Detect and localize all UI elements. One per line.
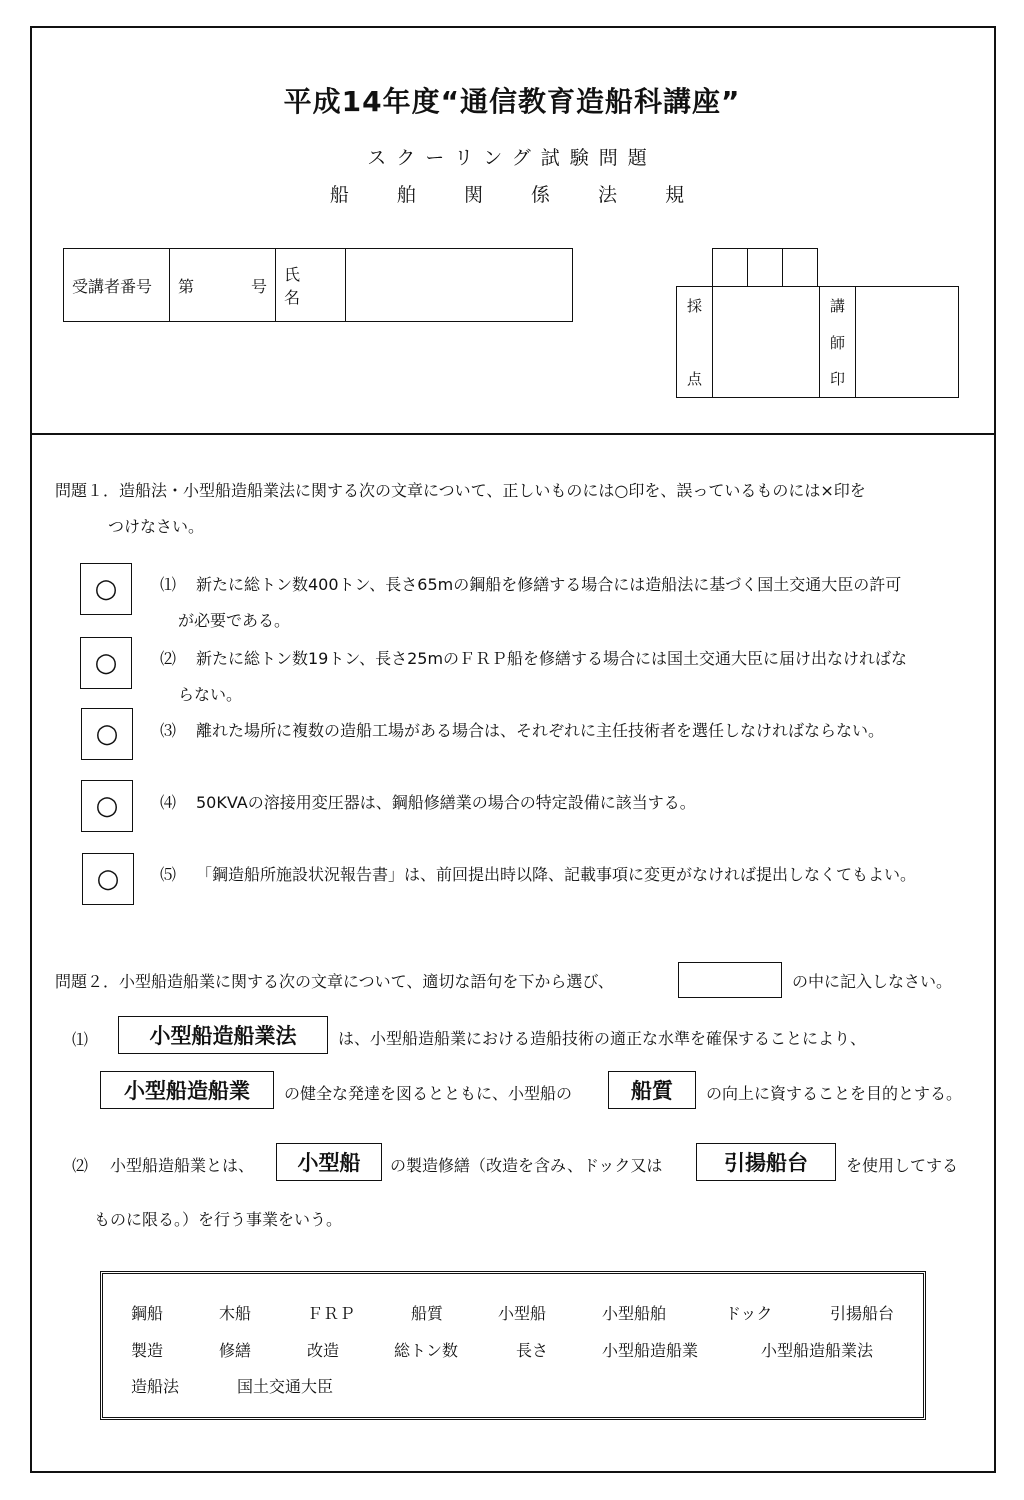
word-item: ドック [725,1304,773,1323]
q1-item-text-4: 50KVAの溶接用変圧器は、鋼船修繕業の場合の特定設備に該当する。 [196,793,696,812]
word-list-box [100,1271,926,1420]
q1-item-number-3: ⑶ [160,721,177,740]
q1-item-text-1: 新たに総トン数400トン、長さ65mの鋼船を修繕する場合には造船法に基づく国土交通大臣の許可 [196,575,902,594]
instructor-seal-label: 講 師 印 [820,287,856,397]
q1-item-text-1-cont: が必要である。 [178,611,291,630]
q2-part2-number: ⑵ [72,1156,89,1175]
q1-item-text-2-cont: らない。 [178,685,243,704]
q1-item-text-5: 「鋼造船所施設状況報告書」は、前回提出時以降、記載事項に変更がなければ提出しなくてもよい。 [196,865,917,884]
word-item: 木船 [219,1304,252,1323]
word-item: 小型船造船業法 [761,1341,874,1360]
q2-part2-text2: の製造修繕（改造を含み、ドック又は [390,1156,663,1175]
q2-part2-text3: を使用してする [846,1156,959,1175]
q2-answer-5[interactable]: 引揚船台 [696,1143,836,1181]
word-item: 鋼船 [131,1304,164,1323]
score-label: 採 点 [677,287,713,397]
student-number-field[interactable] [170,249,276,321]
q1-answer-box-3[interactable]: ○ [81,708,133,760]
score-subcells [712,248,818,286]
q1-answer-box-1[interactable]: ○ [80,563,132,615]
q1-item-text-3: 離れた場所に複数の造船工場がある場合は、それぞれに主任技術者を選任しなければならない。 [196,721,885,740]
q1-instruction-cont: つけなさい。 [108,517,205,536]
score-field[interactable] [713,287,820,397]
exam-subtitle: スクーリング試験問題 [367,147,657,169]
exam-subject: 船 舶 関 係 法 規 [329,184,695,206]
q1-item-number-4: ⑷ [160,793,177,812]
word-item: 長さ [516,1341,549,1360]
word-item: 製造 [131,1341,164,1360]
q2-answer-1[interactable]: 小型船造船業法 [118,1016,328,1054]
q1-item-number-1: ⑴ [160,575,177,594]
word-item: 修繕 [219,1341,252,1360]
word-item: 改造 [307,1341,340,1360]
page-frame [30,26,996,1473]
word-item: 引揚船台 [830,1304,895,1323]
q2-part1-text1: は、小型船造船業における造船技術の適正な水準を確保することにより、 [338,1029,867,1048]
q1-instruction: 問題１．造船法・小型船造船業法に関する次の文章について、正しいものには○印を、誤っているものには×印を [55,481,866,500]
q1-answer-box-4[interactable]: ○ [81,780,133,832]
q1-item-text-2: 新たに総トン数19トン、長さ25mのＦＲＰ船を修繕する場合には国土交通大臣に届け出なければな [196,649,908,668]
word-item: 国土交通大臣 [237,1377,334,1396]
go-label: 号 [250,276,267,296]
q1-answer-box-5[interactable]: ○ [82,853,134,905]
name-field[interactable] [346,249,572,321]
header-divider [30,433,996,435]
word-item: 総トン数 [394,1341,459,1360]
q1-answer-box-2[interactable]: ○ [80,637,132,689]
q2-answer-3[interactable]: 船質 [608,1071,696,1109]
q2-part1-text3: の向上に資することを目的とする。 [706,1084,963,1103]
word-item: 船質 [411,1304,444,1323]
q2-answer-4[interactable]: 小型船 [276,1143,382,1181]
q2-part2-text1: 小型船造船業とは、 [110,1156,255,1175]
word-item: 小型船舶 [602,1304,667,1323]
q2-part1-text2: の健全な発達を図るとともに、小型船の [284,1084,573,1103]
student-info-table [63,248,573,322]
word-item: ＦＲＰ [307,1304,356,1323]
q2-instruction: 問題２．小型船造船業に関する次の文章について、適切な語句を下から選び、 [55,972,614,991]
dai-label: 第 [178,276,195,296]
q2-part2-text4: ものに限る。）を行う事業をいう。 [94,1210,343,1229]
word-item: 造船法 [131,1377,180,1396]
q2-example-blank [678,962,782,998]
q1-item-number-5: ⑸ [160,865,177,884]
q2-part1-number: ⑴ [72,1030,89,1049]
word-item: 小型船 [498,1304,547,1323]
name-label: 氏名 [276,249,346,321]
q1-item-number-2: ⑵ [160,649,177,668]
word-item: 小型船造船業 [602,1341,699,1360]
student-number-label: 受講者番号 [64,249,170,321]
score-box [676,286,959,398]
instructor-seal-field[interactable] [856,287,958,397]
q2-instruction-end: の中に記入しなさい。 [792,972,953,991]
exam-title: 平成14年度“通信教育造船科講座” [283,85,741,118]
q2-answer-2[interactable]: 小型船造船業 [100,1071,274,1109]
